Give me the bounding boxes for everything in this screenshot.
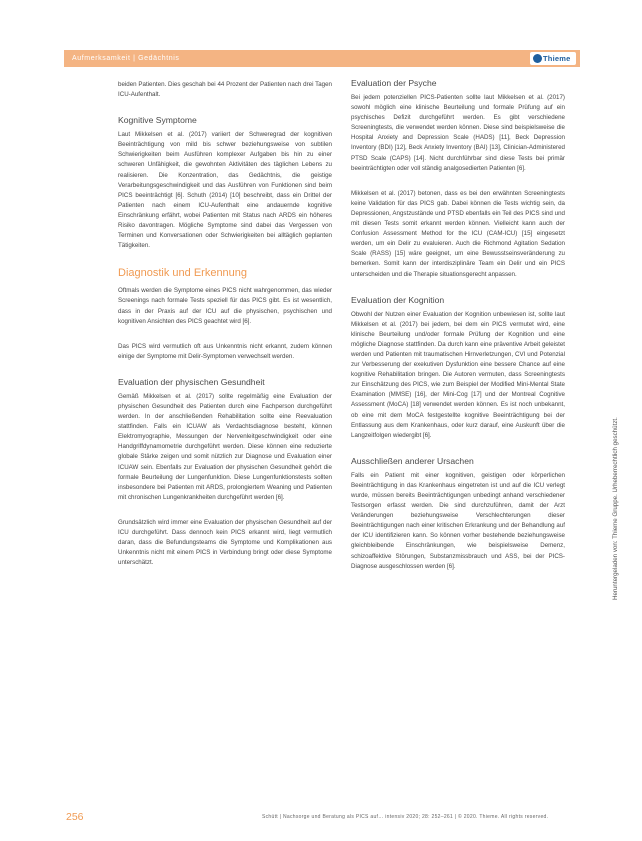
paragraph-unkenntnis: Das PICS wird vermutlich oft aus Unkenntnis nicht erkannt, zudem können einige der Symptome mit Delir-Symptomen verwechselt werden. <box>118 342 332 360</box>
footer-citation: Schütt | Nachsorge und Beratung als PICS auf… intensiv 2020; 28: 252–261 | © 2020. Thieme. All rights reserved. <box>262 814 549 820</box>
heading-diagnostik: Diagnostik und Erkennung <box>118 267 248 280</box>
paragraph-physische-gesundheit: Gemäß Mikkelsen et al. (2017) sollte regelmäßig eine Evaluation der physischen Gesundheit des Patienten durch eine Fachperson durchgeführt werden. In der anschließenden Rehabilitation sollte eine Reevaluation stattfinden. Falls ein ICUAW als Verdachtsdiagnose besteht, können Elektromyographie, Messungen der Nervenleitgeschwindigkeit oder eine Handgriffdynamometrie durchgeführt werden. Diese können eine reduzierte globale Stärke zeigen und somit nützlich zur Diagnose und Evaluation einer ICUAW sein. Ebenfalls zur Evaluation der physischen Gesundheit gehört die formale Beurteilung der Lungenfunktion. Diese Lungenfunktionstests sollten insbesondere bei Patienten mit ARDS, prolongiertem Weaning und Patienten mit chronischen Lungenkrankheiten durchgeführt werden [6]. <box>118 392 332 501</box>
thieme-logo-icon <box>533 54 542 63</box>
heading-physische-gesundheit: Evaluation der physischen Gesundheit <box>118 376 265 387</box>
heading-kognition: Evaluation der Kognition <box>351 294 445 305</box>
header-section-title: Aufmerksamkeit | Gedächtnis <box>72 55 180 62</box>
paragraph-ausschluss: Falls ein Patient mit einer kognitiven, geistigen oder körperlichen Beeinträchtigung in das Krankenhaus eingetreten ist und auf die ICU verlegt wurde, müssen bereits Beeinträchtigungen unbedingt anhand verschiedener Testsorgen erfasst werden. Die sind durchzuführen, damit der Arzt Veränderungen beziehungsweise Verschlechterungen dieser Beeinträchtigungen nach einer kritischen Erkrankung und der Behandlung auf der ICU identifizieren kann. So können vorher bestehende beziehungsweise gleichbleibende Einschränkungen, wie beispielsweise Demenz, schizoaffektive Störungen, Substanzmissbrauch und ASS, bei der PICS-Diagnose ausgeschlossen werden [6]. <box>351 471 565 570</box>
paragraph-mikkelsen: Mikkelsen et al. (2017) betonen, dass es bei den erwähnten Screeningtests keine Validation für das PICS gab. Dabei können die Tests wichtig sein, da Depressionen, Angstzustände und PTSD ebenfalls ein Teil des PICS sind und mit diesen Tests somit erkannt werden können. Vielleicht kann auch der Confusion Assessment Method for the ICU (CAM-ICU) [15] eingesetzt werden, um ein Delir zu evaluieren. Auch die Richmond Agitation Sedation Scale (RASS) [15] wäre geeignet, um eine Bewusstseinsveränderung zu bemerken. Somit kann der interdisziplinäre Team ein Delir und ein PICS unterscheiden und die Therapie situationsgerecht anpassen. <box>351 189 565 278</box>
paragraph-diagnostik: Oftmals werden die Symptome eines PICS nicht wahrgenommen, das wieder Screenings nach formale Tests speziell für das PICS gibt. Es ist wesentlich, dass in der Praxis auf der ICU auf die physischen, psychischen und kognitiven Ansichten des PICS geachtet wird [6]. <box>118 287 332 325</box>
download-side-note: Heruntergeladen von: Thieme Gruppe. Urheberrechtlich geschützt. <box>612 417 619 600</box>
paragraph-grundsatz: Grundsätzlich wird immer eine Evaluation der physischen Gesundheit auf der ICU durchgeführt. Dass dennoch kein PICS erkannt wird, liegt vermutlich daran, dass die Befundungsteams die Symptome und Komplikationen aus Unkenntnis nicht mit einem PICS in Verbindung bringt oder diese Symptome unterschätzt. <box>118 518 332 567</box>
publisher-logo <box>530 52 576 65</box>
journal-header-bar <box>64 50 580 67</box>
logo-text: Thieme <box>543 54 571 63</box>
heading-ausschluss: Ausschließen anderer Ursachen <box>351 455 474 466</box>
heading-psyche: Evaluation der Psyche <box>351 78 437 88</box>
page-number: 256 <box>66 811 84 823</box>
heading-kognitive-symptome: Kognitive Symptome <box>118 115 197 126</box>
paragraph-kognition: Obwohl der Nutzen einer Evaluation der Kognition unbewiesen ist, sollte laut Mikkelsen et al. (2017) bei jedem, bei dem ein PICS vermutet wird, eine klinische Beurteilung und/oder formale Prüfung der Kognition und eine mögliche Diagnose stattfinden. Da durch kann eine präventive Arbeit geleistet werden und Patienten mit traumatischen Hirnverletzungen, CVI und Potenzial zur Verbesserung der exekutiven Dysfunktion eine bessere Chance auf eine kognitive Rehabilitation bringen. Die Autoren vermuten, dass Screeningtests zur Einschätzung des PICS, wie zum Beispiel der Modified Mini-Mental State Examination (MMSE) [16], der Mini-Cog [17] und der Montreal Cognitive Assessment (MoCA) [18] verwendet werden können. Es ist noch unbekannt, ob eine mit dem MoCA festgestellte kognitive Beeinträchtigung bei der Entlassung aus dem Krankenhaus, oder kurz darauf, eine Auskunft über die Langzeitfolgen wiedergibt [6]. <box>351 310 565 439</box>
paragraph-kognitive-symptome: Laut Mikkelsen et al. (2017) variiert der Schweregrad der kognitiven Beeinträchtigung von mild bis schwer beziehungsweise von subtilen Schwierigkeiten beim Ausführen komplexer Aufgaben bis hin zu einer schweren Unfähigkeit, die gewohnten Aktivitäten des täglichen Lebens zu realisieren. Die Konzentration, das Gedächtnis, die geistige Verarbeitungsgeschwindigkeit und das Ausführen von Funktionen sind beim PICS beeinträchtigt [6]. Schuth (2014) [10] beschreibt, dass ein Drittel der Patienten nach einem ICU-Aufenthalt eine andauernde kognitive Einschränkung erfährt, wobei Patienten mit Status nach ARDS ein höheres Risiko davontragen. Mögliche Symptome sind dabei das Vergessen von Terminen und Konversationen oder Schwierigkeiten bei alltäglich geplanten Tätigkeiten. <box>118 131 332 250</box>
right-column <box>351 78 565 587</box>
intro-paragraph: beiden Patienten. Dies geschah bei 44 Prozent der Patienten nach drei Tagen ICU-Aufenthalt. <box>118 81 332 99</box>
paragraph-psyche: Bei jedem potenziellen PICS-Patienten sollte laut Mikkelsen et al. (2017) sowohl möglich eine klinische Beurteilung und formale Prüfung auf ein psychisches Defizit durchgeführt werden. Es gibt verschiedene Screeningtests, die verwendet werden können. Diese sind beispielsweise die Hospital Anxiety and Depression Scale (HADS) [11], Beck Depression Inventory (BDI) [12], Beck Anxiety Inventory (BAI) [13], Clinician-Administered PTSD Scale (CAPS) [14]. Nicht durchführbar sind diese Tests bei primär beeinträchtigten oder voll ständig analgosedierten Patienten [6]. <box>351 94 565 172</box>
left-column <box>118 80 332 583</box>
